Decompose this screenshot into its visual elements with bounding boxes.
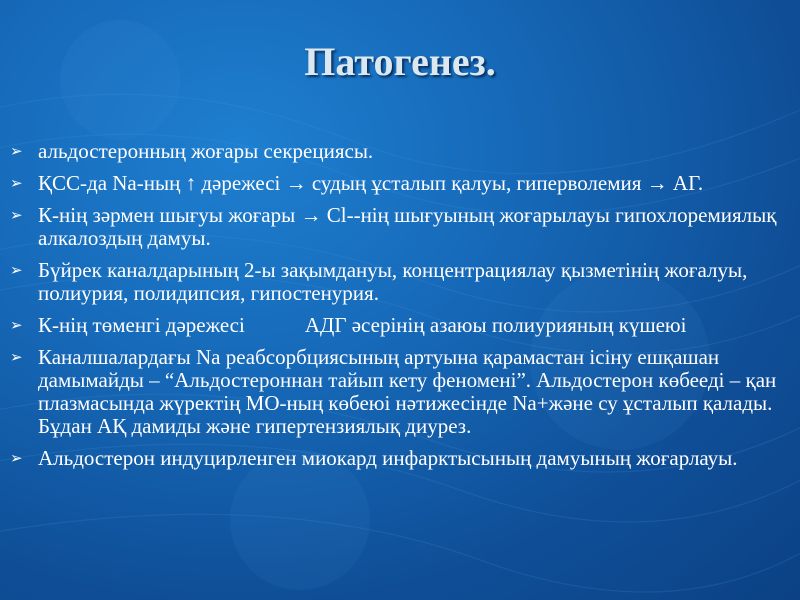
list-item — [10, 204, 795, 250]
list-item — [10, 447, 795, 470]
bullet-list — [10, 140, 795, 479]
list-item-text: Альдостерон индуцирленген миокард инфарктысының дамуының жоғарлауы. — [38, 446, 738, 470]
list-item-text: альдостеронның жоғары секрециясы. — [38, 139, 374, 163]
arrow-bullet-icon: ➢ — [10, 451, 23, 467]
arrow-bullet-icon: ➢ — [10, 144, 23, 160]
slide-title: Патогенез. — [304, 39, 496, 84]
list-item-text: К-нің зәрмен шығуы жоғары → Cl--нің шығуының жоғарылауы гипохлоремиялық алкалоздың дамуы. — [38, 203, 777, 250]
list-item — [10, 314, 795, 337]
list-item — [10, 259, 795, 305]
list-item-text: ҚСС-да Na-ның ↑ дәрежесі → судың ұсталып қалуы, гиперволемия → АГ. — [38, 171, 704, 195]
arrow-bullet-icon: ➢ — [10, 176, 23, 192]
list-item-text: Каналшалардағы Na реабсорбциясының артуына қарамастан ісіну ешқашан дамымайды – “Альдостероннан тайып кету феномені”. Альдостерон көбееді – қан плазмасында жүректің МО-ның көбеюі нәтижесінде Na+және су ұсталып қалады. Бұдан АҚ дамиды және гипертензиялық диурез. — [38, 345, 777, 438]
list-item-text-part-a: К-нің төменгі дәрежесі — [38, 313, 245, 337]
list-item-text-part-b: АДГ әсерінің азаюы полиурияның күшеюі — [304, 313, 687, 337]
list-item-text: Бүйрек каналдарының 2-ы зақымдануы, концентрациялау қызметінің жоғалуы, полиурия, полидипсия, гипостенурия. — [38, 258, 748, 305]
list-item — [10, 140, 795, 163]
list-item — [10, 172, 795, 195]
arrow-bullet-icon: ➢ — [10, 208, 23, 224]
arrow-bullet-icon: ➢ — [10, 318, 23, 334]
arrow-bullet-icon: ➢ — [10, 263, 23, 279]
arrow-bullet-icon: ➢ — [10, 350, 23, 366]
list-item — [10, 346, 795, 438]
